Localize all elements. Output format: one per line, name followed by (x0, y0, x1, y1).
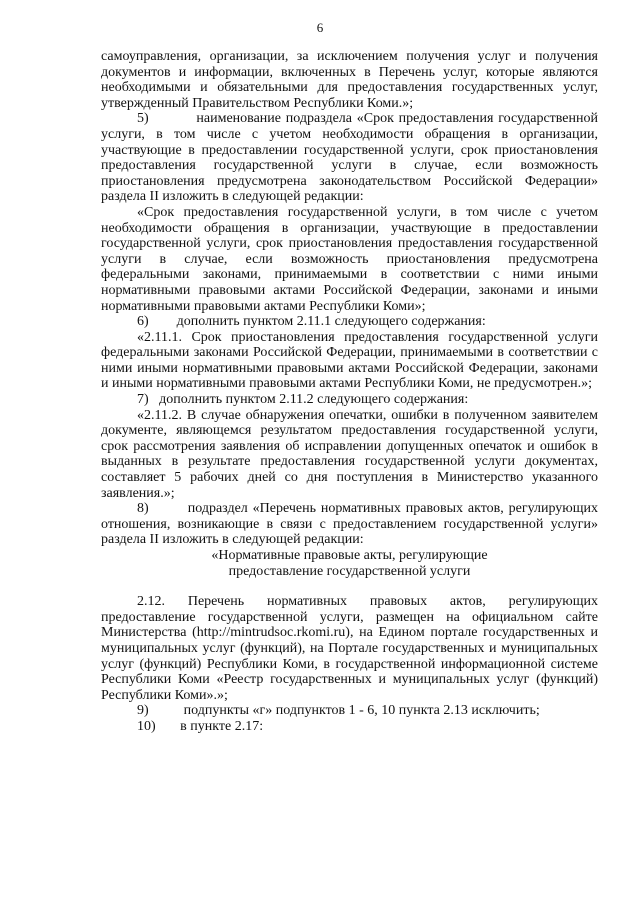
list-item-number: 8) (137, 501, 149, 517)
list-item-7 (101, 392, 598, 408)
list-item-number: 10) (137, 718, 156, 734)
list-item-number: 9) (137, 703, 149, 719)
document-body (101, 49, 598, 735)
page-number: 6 (316, 20, 324, 35)
list-item-text: наименование подраздела «Срок предоставления государственной услуги, в том числе с учетом необходимости обращения в организации, участвующие в предоставлении государственной услуги, срок приостановления предоставления государственной услуги в случае, если возможность приостановления предусмотрена законодательством Российской Федерации» раздела II изложить в следующей редакции: (101, 111, 598, 205)
list-item-10 (101, 719, 598, 735)
section-heading-line-1: «Нормативные правовые акты, регулирующие (211, 548, 488, 563)
list-item-number: 7) (137, 392, 149, 408)
list-item-number: 6) (137, 314, 149, 330)
list-item-8 (101, 501, 598, 548)
list-item-text: подраздел «Перечень нормативных правовых актов, регулирующих отношения, возникающие в связи с предоставлением государственной услуги» раздела II изложить в следующей редакции: (101, 501, 599, 548)
blank-line (101, 579, 598, 594)
list-item-text: в пункте 2.17: (180, 718, 264, 734)
list-item-9 (101, 703, 598, 719)
clause-2-12: 2.12. Перечень нормативных правовых актов, регулирующих предоставление государственной услуги, размещен на официальном сайте Министерства (http://mintrudsoc.rkomi.ru), на Едином портале государственных и муниципальных услуг (функций), на Портале государственных и муниципальных услуг (функций) Республики Коми, в государственной информационной системе Республики Коми «Реестр государственных и муниципальных услуг (функций) Республики Коми».»; (101, 594, 598, 703)
list-item-number: 5) (137, 111, 149, 127)
paragraph-continuation: самоуправления, организации, за исключением получения услуг и получения документов и информации, включенных в Перечень услуг, которые являются необходимыми и обязательными для предоставления государственных услуг, утвержденный Правительством Республики Коми.»; (101, 49, 598, 111)
quoted-clause-2-11-2: «2.11.2. В случае обнаружения опечатки, ошибки в полученном заявителем документе, являющемся результатом предоставления государственной услуги, срок рассмотрения заявления об исправлении допущенных опечаток и ошибок в выданных в результате предоставления государственной услуги документах, составляет 5 рабочих дней со дня поступления в Министерство указанного заявления.»; (101, 407, 598, 501)
list-item-text: подпункты «г» подпунктов 1 - 6, 10 пункта 2.13 исключить; (183, 703, 540, 719)
list-item-5 (101, 111, 598, 205)
quoted-clause-2-11-1: «2.11.1. Срок приостановления предоставления государственной услуги федеральными законами Российской Федерации, принимаемыми в соответствии с ними иными нормативными правовыми актами Российской Федерации, законами и иными нормативными правовыми актами Республики Коми, не предусмотрен.»; (101, 329, 598, 392)
section-heading-line-2: предоставление государственной услуги (228, 563, 471, 579)
quoted-heading-5: «Срок предоставления государственной услуги, в том числе с учетом необходимости обращения в организации, участвующие в предоставлении государственной услуги, срок приостановления предоставления государственной услуги в случае, если возможность приостановления предусмотрена федеральными законами, принимаемыми в соответствии с ними иными нормативными правовыми актами Российской Федерации, законами и иными нормативными правовыми актами Республики Коми»; (101, 204, 598, 314)
list-item-text: дополнить пунктом 2.11.1 следующего содержания: (176, 314, 486, 330)
list-item-6 (101, 314, 598, 330)
list-item-text: дополнить пунктом 2.11.2 следующего содержания: (159, 392, 469, 408)
